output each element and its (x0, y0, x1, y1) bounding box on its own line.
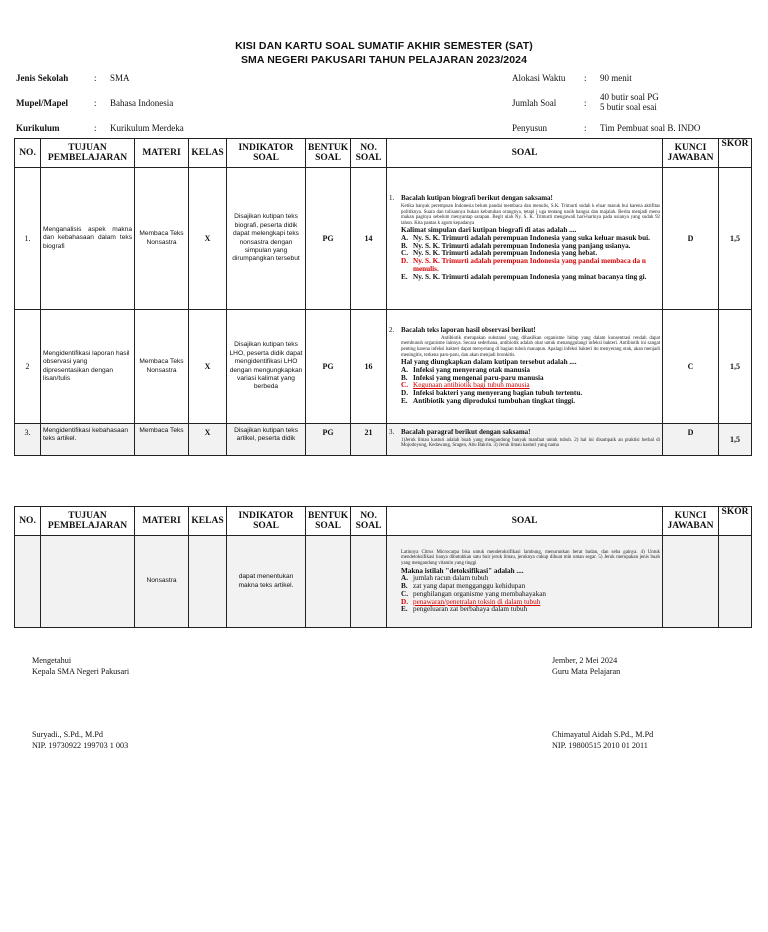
meta-penyusun-label: Penyusun (512, 123, 548, 133)
option-a: A. jumlah racun dalam tubuh (401, 574, 489, 583)
col-header-nosoal: NO. SOAL (351, 507, 387, 536)
row-kunci: D (663, 424, 719, 456)
row-kunci: C (663, 310, 719, 424)
row-bentuk (306, 536, 351, 628)
sign-left-name-block (32, 729, 128, 751)
option-e: E. Ny. S. K. Trimurti adalah perempuan Indonesia yang minat bacanya ting gi. (401, 272, 647, 281)
col-header-soal: SOAL (387, 507, 663, 536)
row-nosoal: 14 (351, 168, 387, 310)
row-indikator: Disajikan kutipan teks LHO, peserta didik dapat mengidentifikasi LHO dengan mengungkapkan variasi kalimat yang berbeda (227, 310, 306, 424)
question-instruction: 3. Bacalah paragraf berikut dengan saksama! (389, 428, 531, 437)
row-bentuk: PG (306, 424, 351, 456)
col-header-kunci: KUNCI JAWABAN (663, 139, 719, 168)
col-header-bentuk: BENTUK SOAL (306, 507, 351, 536)
row-bentuk: PG (306, 168, 351, 310)
question-stem: Kalimat simpulan dari kutipan biografi di atas adalah .... (401, 226, 577, 235)
meta-jumlah-value-esai: 5 butir soal esai (600, 102, 657, 112)
sign-right-name: Chimayatul Aidah S.Pd., M.Pd (552, 730, 654, 739)
row-materi: Membaca Teks (135, 424, 189, 456)
row-nosoal: 21 (351, 424, 387, 456)
col-header-indikator: INDIKATOR SOAL (227, 139, 306, 168)
row-tujuan: Mengidentifikasi laporan hasil observasi yang dipresentasikan dengan lisan/tulis (41, 310, 135, 424)
question-stem: Hal yang diungkapkan dalam kutipan tersebut adalah .... (401, 358, 577, 367)
meta-mapel-label: Mupel/Mapel (16, 98, 68, 108)
kisi-table-page-2 (14, 506, 752, 628)
option-d: D. Infeksi bakteri yang menyerang bagian tubuh tertentu. (401, 389, 583, 398)
meta-alokasi-value: 90 menit (600, 73, 632, 83)
row-kunci (663, 536, 719, 628)
meta-jumlah-label: Jumlah Soal (512, 98, 557, 108)
row-indikator: Disajikan kutipan teks biografi, peserta didik dapat melengkapi teks nonsastra dengan simpulan yang dirumpangkan tersebut (227, 168, 306, 310)
col-header-skor: SKOR (719, 507, 752, 536)
option-d-answer: D. penawaran/penetralan toksin di dalam tubuh (401, 597, 541, 606)
question-passage: Ketika banyak perempuan Indonesia belum pandai membaca dan menulis, S.K. Trimurti sudah k eluar masuk bui karena aktifitas politiknya. Suara dan tulisannya bukan kebutuhan orangnya, tetapi j uga tentang nasib bangsa dan majalah. Berita menjadi menu makan paginya sebelum menyantap sarapan. Begit ulah Ny. S. K. Trimurti mengawali hari-harinya pada usianya yang sudah 92 tahun. Kita pantas k agum kepadanya (401, 203, 660, 226)
row-soal (387, 536, 663, 628)
question-passage: Antibiotik merupakan substansi yang dihasilkan organisme hidup yang dalam konsentrasi rendah dapat membunuh organisme lainnya. Secara sederhana, antibiotik adalah obat untuk menanggulangi infeksi bakteri. Antibiotik ini sangat penting karena infeksi bakteri dapat menyerang di bagian tubuh manapun. Apalagi infeksi bakteri itu menyerang otak, akan menjadi meningitis, terkena paru-paru, dan akan menjadi bronkitis. (401, 335, 660, 358)
row-tujuan: Mengidentifikasi kebahasaan teks artikel. (41, 424, 135, 456)
row-nosoal: 16 (351, 310, 387, 424)
col-header-materi: MATERI (135, 507, 189, 536)
option-c: C. penghilangan organisme yang membahayakan (401, 589, 546, 598)
row-skor: 1,5 (719, 168, 752, 310)
meta-jenis-value: SMA (110, 73, 130, 83)
table-row (15, 536, 752, 628)
col-header-tujuan: TUJUAN PEMBELAJARAN (41, 139, 135, 168)
meta-colon: : (584, 98, 587, 108)
option-a: A. Ny. S. K. Trimurti adalah perempuan Indonesia yang suka keluar masuk bui. (401, 233, 650, 242)
col-header-skor: SKOR (719, 139, 752, 168)
row-indikator: dapat menentukan makna teks artikel. (227, 536, 306, 628)
row-materi: Nonsastra (135, 536, 189, 628)
table-row (15, 424, 752, 456)
meta-colon: : (94, 73, 97, 83)
meta-alokasi-label: Alokasi Waktu (512, 73, 566, 83)
meta-colon: : (584, 73, 587, 83)
table-row (15, 168, 752, 310)
sign-right-name-block (552, 729, 653, 751)
col-header-materi: MATERI (135, 139, 189, 168)
sign-left-position: Kepala SMA Negeri Pakusari (32, 667, 130, 676)
table-row (15, 310, 752, 424)
row-no (15, 536, 41, 628)
meta-jenis-label: Jenis Sekolah (16, 73, 69, 83)
meta-colon: : (94, 98, 97, 108)
row-nosoal (351, 536, 387, 628)
row-soal (387, 310, 663, 424)
row-skor: 1,5 (719, 424, 752, 456)
sign-left-block (32, 655, 129, 677)
table-header-row (15, 139, 752, 168)
option-b: B. Ny. S. K. Trimurti adalah perempuan Indonesia yang panjang usianya. (401, 241, 631, 250)
document-subtitle: SMA NEGERI PAKUSARI TAHUN PELAJARAN 2023/2024 (240, 54, 528, 66)
sign-left-nip: NIP. 19730922 199703 1 003 (32, 741, 129, 750)
row-no: 3. (15, 424, 41, 456)
option-e: E. Antibiotik yang diproduksi tumbuhan tingkat tinggi. (401, 396, 576, 405)
meta-mapel-value: Bahasa Indonesia (110, 98, 174, 108)
meta-kurikulum-value: Kurikulum Merdeka (110, 123, 184, 133)
meta-colon: : (94, 123, 97, 133)
sign-left-name: Suryadi., S.Pd., M.Pd (32, 730, 103, 739)
row-tujuan: Menganalisis aspek makna dan kebahasaan dalam teks biografi (41, 168, 135, 310)
row-indikator: Disajikan kutipan teks artikel, peserta didik (227, 424, 306, 456)
option-b: B. zat yang dapat mengganggu kehidupan (401, 581, 526, 590)
option-c: C. Ny. S. K. Trimurti adalah perempuan Indonesia yang hebat. (401, 249, 598, 258)
table-header-row (15, 507, 752, 536)
row-kelas: X (189, 310, 227, 424)
col-header-kelas: KELAS (189, 139, 227, 168)
option-d-answer: D. Ny. S. K. Trimurti adalah perempuan Indonesia yang pandai membaca da n menulis. (401, 257, 646, 274)
option-b: B. Infeksi yang mengenai paru-paru manusia (401, 373, 544, 382)
row-no: 2 (15, 310, 41, 424)
col-header-kelas: KELAS (189, 507, 227, 536)
sign-right-position: Guru Mata Pelajaran (552, 667, 621, 676)
row-tujuan (41, 536, 135, 628)
col-header-no: NO. (15, 139, 41, 168)
option-e: E. pengeluaran zat berbahaya dalam tubuh (401, 605, 528, 614)
meta-penyusun-value: Tim Pembuat soal B. INDO (600, 123, 701, 133)
sign-right-date: Jember, 2 Mei 2024 (552, 656, 618, 665)
meta-colon: : (584, 123, 587, 133)
question-stem: Makna istilah "detoksifikasi" adalah .... (401, 566, 524, 575)
option-c-answer: C. Kegunaan antibiotik bagi tubuh manusia (401, 381, 530, 390)
meta-kurikulum-label: Kurikulum (16, 123, 60, 133)
col-header-kunci: KUNCI JAWABAN (663, 507, 719, 536)
question-passage: 1)Jeruk limau kasturi adalah buah yang mengandung banyak manfaat untuk tubuh. 2) hal ini disampaik an praktisi herbal di Mojodoyong, Kedawung, Sragen, Abu Bakrin. 3) Jeruk limau kasturi yang nama (401, 437, 660, 449)
sign-left-mengetahui: Mengetahui (32, 656, 72, 665)
option-a: A. Infeksi yang menyerang otak manusia (401, 365, 531, 374)
col-header-no: NO. (15, 507, 41, 536)
question-instruction: 2. Bacalah teks laporan hasil observasi berikut! (389, 326, 536, 335)
row-kelas: X (189, 168, 227, 310)
col-header-soal: SOAL (387, 139, 663, 168)
question-passage: Latinnya Citrus Microcarpa bisa untuk mendetoksifikasi lambung, menurunkan berat badan, dan seba gainya. 4) Untuk mendetoksifikasi hanya dibutuhkan satu buir jeruk limau, jeruknya cukup dibuat min uman segar. 5) Jeruk merupakan jenis buah yang mengandung vitamin yang tinggi (401, 549, 660, 566)
document-title: KISI DAN KARTU SOAL SUMATIF AKHIR SEMESTER (SAT) (235, 40, 533, 52)
row-soal (387, 168, 663, 310)
col-header-bentuk: BENTUK SOAL (306, 139, 351, 168)
col-header-indikator: INDIKATOR SOAL (227, 507, 306, 536)
row-skor: 1,5 (719, 310, 752, 424)
row-soal (387, 424, 663, 456)
kisi-table-page-1 (14, 138, 752, 456)
col-header-tujuan: TUJUAN PEMBELAJARAN (41, 507, 135, 536)
row-kelas (189, 536, 227, 628)
row-no: 1. (15, 168, 41, 310)
row-kunci: D (663, 168, 719, 310)
sign-right-nip: NIP. 19800515 2010 01 2011 (552, 741, 648, 750)
row-bentuk: PG (306, 310, 351, 424)
row-materi: Membaca Teks Nonsastra (135, 310, 189, 424)
question-instruction: 1. Bacalah kutipan biografi berikut dengan saksama! (389, 194, 553, 203)
row-skor (719, 536, 752, 628)
meta-jumlah-value-pg: 40 butir soal PG (600, 92, 659, 102)
row-materi: Membaca Teks Nonsastra (135, 168, 189, 310)
col-header-nosoal: NO. SOAL (351, 139, 387, 168)
row-kelas: X (189, 424, 227, 456)
sign-right-block (552, 655, 620, 677)
